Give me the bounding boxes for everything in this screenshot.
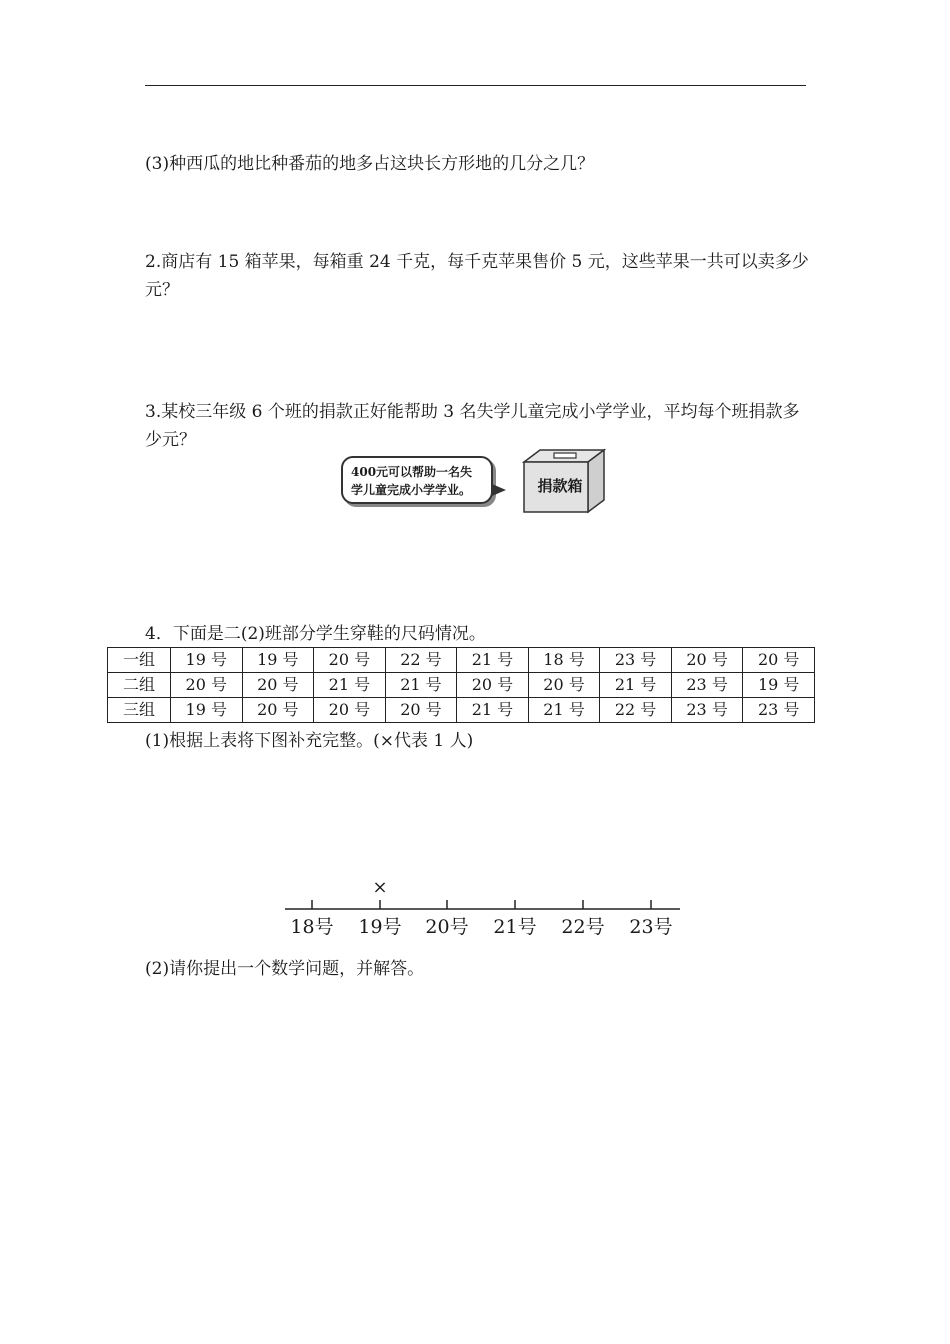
table-cell: 23 号 bbox=[600, 648, 672, 673]
table-row bbox=[108, 648, 815, 673]
table-cell: 20 号 bbox=[528, 673, 600, 698]
tick-label: 22号 bbox=[561, 916, 605, 938]
tick-label: 23号 bbox=[629, 916, 673, 938]
header-rule bbox=[145, 85, 806, 86]
shoe-size-table bbox=[107, 647, 815, 723]
table-row bbox=[108, 698, 815, 723]
q4-intro: 4．下面是二(2)班部分学生穿鞋的尺码情况。 bbox=[145, 624, 486, 644]
table-cell: 21 号 bbox=[600, 673, 672, 698]
table-cell: 21 号 bbox=[528, 698, 600, 723]
table-cell: 20 号 bbox=[242, 698, 314, 723]
donation-box-label: 捐款箱 bbox=[537, 477, 583, 495]
q2-text: 2.商店有 15 箱苹果，每箱重 24 千克，每千克苹果售价 5 元，这些苹果一共可以卖多少元？ bbox=[145, 252, 809, 300]
speech-bubble: 400元可以帮助一名失学儿童完成小学学业。 bbox=[341, 456, 493, 504]
table-cell: 23 号 bbox=[743, 698, 815, 723]
table-cell: 21 号 bbox=[385, 673, 457, 698]
row-header: 二组 bbox=[108, 673, 171, 698]
table-cell: 19 号 bbox=[743, 673, 815, 698]
table-cell: 21 号 bbox=[314, 673, 386, 698]
table-cell: 22 号 bbox=[385, 648, 457, 673]
cross-mark: × bbox=[372, 877, 388, 898]
table-cell: 19 号 bbox=[242, 648, 314, 673]
table-cell: 23 号 bbox=[671, 673, 743, 698]
q3-text: 3.某校三年级 6 个班的捐款正好能帮助 3 名失学儿童完成小学学业，平均每个班捐款多少元？ bbox=[145, 402, 800, 450]
q4-part1-text: (1)根据上表将下图补充完整。(×代表 1 人) bbox=[145, 731, 474, 751]
table-cell: 18 号 bbox=[528, 648, 600, 673]
speech-bubble-tail bbox=[492, 484, 506, 496]
table-cell: 19 号 bbox=[171, 698, 243, 723]
row-header: 三组 bbox=[108, 698, 171, 723]
table-cell: 20 号 bbox=[671, 648, 743, 673]
table-cell: 20 号 bbox=[385, 698, 457, 723]
table-cell: 21 号 bbox=[457, 648, 529, 673]
table-cell: 20 号 bbox=[743, 648, 815, 673]
table-cell: 19 号 bbox=[171, 648, 243, 673]
table-cell: 20 号 bbox=[171, 673, 243, 698]
table-row bbox=[108, 673, 815, 698]
table-cell: 22 号 bbox=[600, 698, 672, 723]
table-cell: 20 号 bbox=[242, 673, 314, 698]
row-header: 一组 bbox=[108, 648, 171, 673]
table-cell: 23 号 bbox=[671, 698, 743, 723]
tick-label: 20号 bbox=[425, 916, 469, 938]
table-cell: 20 号 bbox=[314, 648, 386, 673]
tick-label: 21号 bbox=[493, 916, 537, 938]
table-cell: 20 号 bbox=[314, 698, 386, 723]
tick-label: 19号 bbox=[358, 916, 402, 938]
table-cell: 20 号 bbox=[457, 673, 529, 698]
q1-part3-text: (3)种西瓜的地比种番茄的地多占这块长方形地的几分之几？ bbox=[145, 154, 595, 174]
tick-label: 18号 bbox=[290, 916, 334, 938]
q4-part2-text: (2)请你提出一个数学问题，并解答。 bbox=[145, 959, 425, 979]
table-cell: 21 号 bbox=[457, 698, 529, 723]
